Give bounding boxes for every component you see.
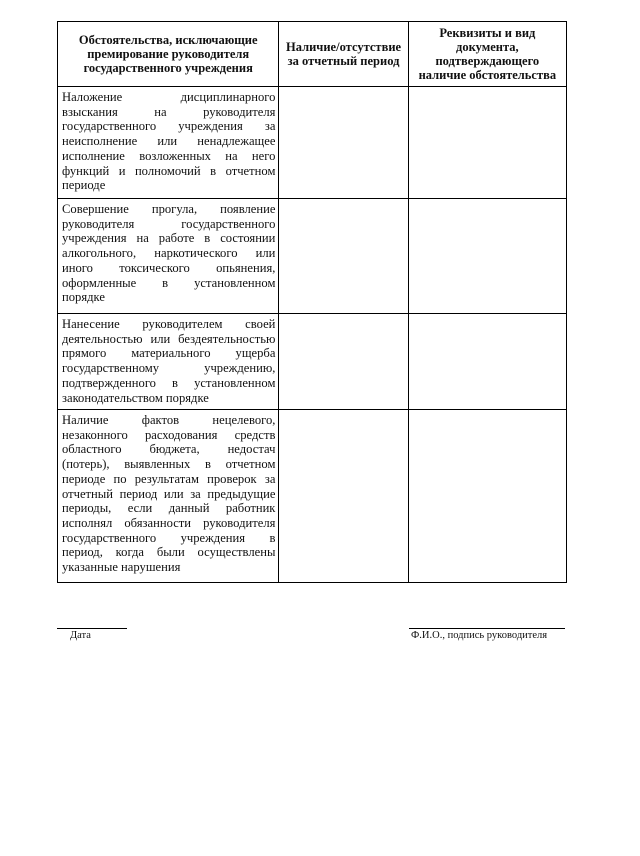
header-presence: Наличие/отсутствие за отчетный период: [279, 22, 408, 87]
date-line[interactable]: [57, 628, 127, 629]
condition-text: Наличие фактов нецелевого, незаконного расходования средств областного бюджета, недостач (потерь), выявленных в отчетном периоде по результатам проверок за отчетный период или за предыдущие периоды, если данный работник исполнял обязанности руководителя государственного учреждения в период, когда были осуществлены указанные нарушения: [62, 413, 276, 575]
date-label: Дата: [70, 630, 91, 641]
header-conditions: Обстоятельства, исключающие премирование руководителя государственного учреждения: [58, 22, 279, 87]
header-document: Реквизиты и вид документа, подтверждающего наличие обстоятельства: [408, 22, 566, 87]
condition-text: Наложение дисциплинарного взыскания на руководителя государственного учреждения за неисполнение или ненадлежащее исполнение возложенных на него функций и полномочий в отчетном периоде: [62, 90, 276, 193]
signature-label: Ф.И.О., подпись руководителя: [411, 630, 548, 641]
condition-text: Нанесение руководителем своей деятельностью или бездеятельностью прямого материального ущерба государственному учреждению, подтвержденного в установленном законодательством порядке: [62, 317, 276, 405]
signature-line[interactable]: [409, 628, 565, 629]
condition-text: Совершение прогула, появление руководителя государственного учреждения на работе в состоянии алкогольного, наркотического или иного токсического опьянения, оформленные в установленном порядке: [62, 202, 276, 305]
